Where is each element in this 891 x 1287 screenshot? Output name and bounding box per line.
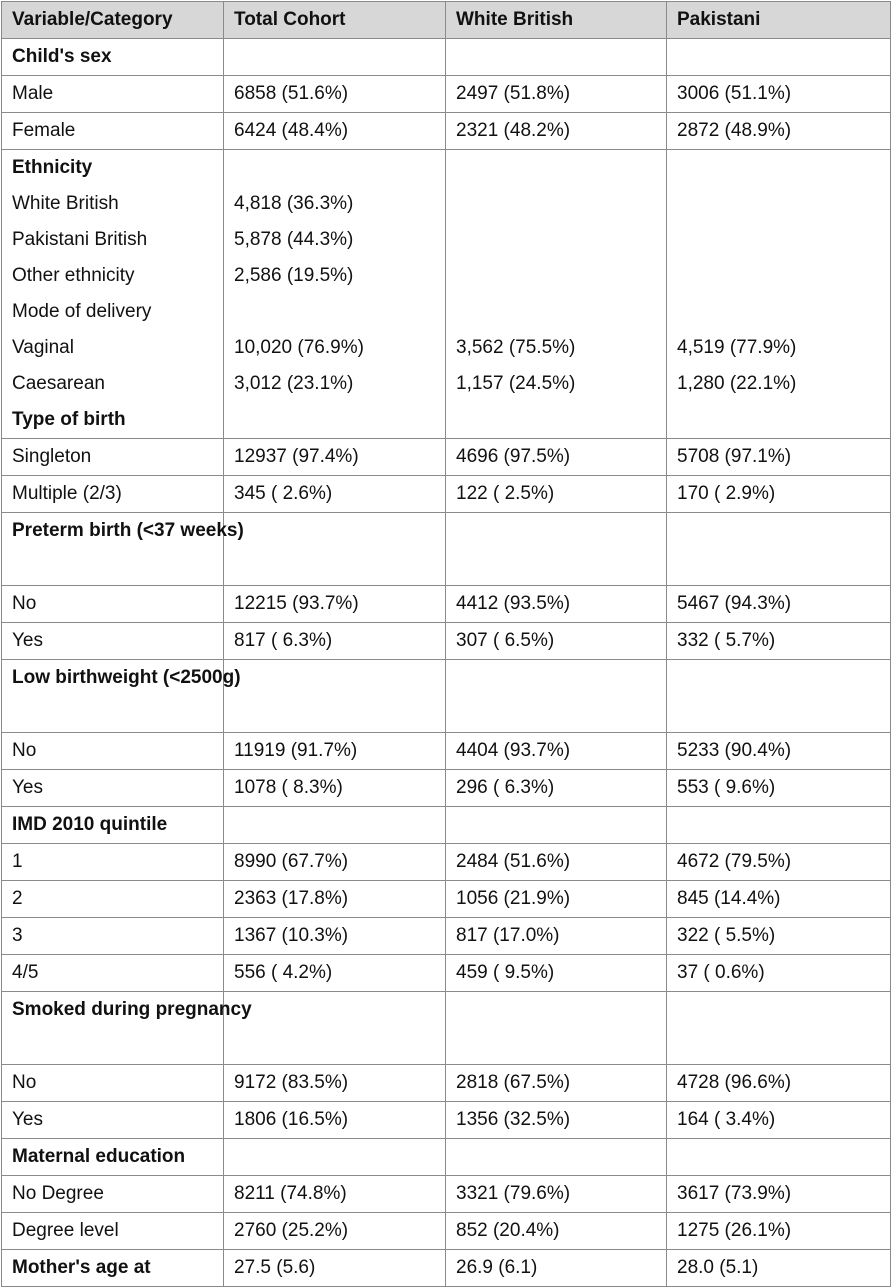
- cell-pakistani: [667, 402, 891, 439]
- cell-total: 345 ( 2.6%): [224, 476, 446, 513]
- cell-white-british: 1,157 (24.5%): [446, 366, 667, 402]
- cell-white-british: 852 (20.4%): [446, 1213, 667, 1250]
- table-row: [2, 918, 891, 955]
- cell-white-british: [446, 186, 667, 222]
- cell-total: 2760 (25.2%): [224, 1213, 446, 1250]
- cell-white-british: [446, 807, 667, 844]
- cell-white-british: 4696 (97.5%): [446, 439, 667, 476]
- cell-pakistani: [667, 186, 891, 222]
- cell-pakistani: [667, 1139, 891, 1176]
- table-row-category: [2, 807, 891, 844]
- category-label: Low birthweight (<2500g): [2, 660, 224, 733]
- category-label: Maternal education: [2, 1139, 224, 1176]
- cell-total: [224, 39, 446, 76]
- cell-pakistani: [667, 222, 891, 258]
- cell-pakistani: 3006 (51.1%): [667, 76, 891, 113]
- cell-white-british: [446, 1139, 667, 1176]
- cell-white-british: [446, 150, 667, 187]
- subcategory-label: White British: [2, 186, 224, 222]
- category-label: Preterm birth (<37 weeks): [2, 513, 224, 586]
- cell-pakistani: 5708 (97.1%): [667, 439, 891, 476]
- subcategory-label: Male: [2, 76, 224, 113]
- header-white-british: White British: [446, 2, 667, 39]
- table-row-category: [2, 660, 891, 733]
- cell-total: 2,586 (19.5%): [224, 258, 446, 294]
- table-row: [2, 1065, 891, 1102]
- cell-total: 6858 (51.6%): [224, 76, 446, 113]
- subcategory-label: No: [2, 586, 224, 623]
- table-header-row: [2, 2, 891, 39]
- subcategory-label: 1: [2, 844, 224, 881]
- cell-white-british: [446, 39, 667, 76]
- header-variable-category: Variable/Category: [2, 2, 224, 39]
- cell-white-british: 2484 (51.6%): [446, 844, 667, 881]
- cell-total: 5,878 (44.3%): [224, 222, 446, 258]
- cell-pakistani: [667, 513, 891, 586]
- subcategory-label: Female: [2, 113, 224, 150]
- cell-pakistani: [667, 258, 891, 294]
- table-row: [2, 1176, 891, 1213]
- cell-white-british: [446, 258, 667, 294]
- table-row-category: [2, 294, 891, 330]
- cell-total: 1367 (10.3%): [224, 918, 446, 955]
- cell-total: [224, 660, 446, 733]
- table-row: [2, 770, 891, 807]
- cell-white-british: 817 (17.0%): [446, 918, 667, 955]
- subcategory-label: Degree level: [2, 1213, 224, 1250]
- subcategory-label: Caesarean: [2, 366, 224, 402]
- cell-total: 1806 (16.5%): [224, 1102, 446, 1139]
- cell-pakistani: [667, 992, 891, 1065]
- table-row: [2, 586, 891, 623]
- cell-pakistani: 4728 (96.6%): [667, 1065, 891, 1102]
- cell-pakistani: [667, 150, 891, 187]
- cell-white-british: 3321 (79.6%): [446, 1176, 667, 1213]
- category-label: IMD 2010 quintile: [2, 807, 224, 844]
- cell-pakistani: 5467 (94.3%): [667, 586, 891, 623]
- cell-total: 3,012 (23.1%): [224, 366, 446, 402]
- cell-pakistani: 3617 (73.9%): [667, 1176, 891, 1213]
- category-label: Mother's age at: [2, 1250, 224, 1287]
- cell-white-british: 1356 (32.5%): [446, 1102, 667, 1139]
- cell-total: 1078 ( 8.3%): [224, 770, 446, 807]
- cell-white-british: 1056 (21.9%): [446, 881, 667, 918]
- cell-total: [224, 402, 446, 439]
- cell-total: 10,020 (76.9%): [224, 330, 446, 366]
- category-label: Smoked during pregnancy: [2, 992, 224, 1065]
- cell-pakistani: 1,280 (22.1%): [667, 366, 891, 402]
- table-row-category: [2, 992, 891, 1065]
- cell-pakistani: 170 ( 2.9%): [667, 476, 891, 513]
- cell-total: [224, 150, 446, 187]
- subcategory-label: Yes: [2, 623, 224, 660]
- subcategory-label: No: [2, 733, 224, 770]
- table-row-category: [2, 402, 891, 439]
- table-row-category: [2, 39, 891, 76]
- cell-white-british: 2497 (51.8%): [446, 76, 667, 113]
- table-row: [2, 1213, 891, 1250]
- cell-white-british: [446, 513, 667, 586]
- header-pakistani: Pakistani: [667, 2, 891, 39]
- table-row: [2, 330, 891, 366]
- cell-white-british: 2818 (67.5%): [446, 1065, 667, 1102]
- cell-total: [224, 294, 446, 330]
- cell-pakistani: 4672 (79.5%): [667, 844, 891, 881]
- cell-pakistani: 1275 (26.1%): [667, 1213, 891, 1250]
- cell-pakistani: 845 (14.4%): [667, 881, 891, 918]
- table-row-category: [2, 150, 891, 187]
- table-row: [2, 1102, 891, 1139]
- cell-pakistani: [667, 294, 891, 330]
- cell-white-british: [446, 294, 667, 330]
- cell-pakistani: [667, 807, 891, 844]
- cell-white-british: 3,562 (75.5%): [446, 330, 667, 366]
- table-row: [2, 186, 891, 222]
- category-label: Child's sex: [2, 39, 224, 76]
- cell-pakistani: [667, 39, 891, 76]
- cell-total: 12215 (93.7%): [224, 586, 446, 623]
- subcategory-label: 3: [2, 918, 224, 955]
- cell-total: 12937 (97.4%): [224, 439, 446, 476]
- table-row: [2, 476, 891, 513]
- cell-total: 9172 (83.5%): [224, 1065, 446, 1102]
- table-row: [2, 881, 891, 918]
- subcategory-label: No: [2, 1065, 224, 1102]
- table-row: [2, 258, 891, 294]
- subcategory-label: 2: [2, 881, 224, 918]
- cell-white-british: 296 ( 6.3%): [446, 770, 667, 807]
- cell-pakistani: 2872 (48.9%): [667, 113, 891, 150]
- cell-pakistani: 28.0 (5.1): [667, 1250, 891, 1287]
- cell-white-british: 26.9 (6.1): [446, 1250, 667, 1287]
- cell-total: [224, 513, 446, 586]
- cell-pakistani: [667, 660, 891, 733]
- table-row: [2, 623, 891, 660]
- category-label: Ethnicity: [2, 150, 224, 187]
- table-row: [2, 955, 891, 992]
- cell-total: 11919 (91.7%): [224, 733, 446, 770]
- cell-white-british: 459 ( 9.5%): [446, 955, 667, 992]
- cell-total: 556 ( 4.2%): [224, 955, 446, 992]
- cell-total: 6424 (48.4%): [224, 113, 446, 150]
- cell-total: 2363 (17.8%): [224, 881, 446, 918]
- subcategory-label: 4/5: [2, 955, 224, 992]
- table-row: [2, 222, 891, 258]
- table-row: [2, 76, 891, 113]
- cell-total: 27.5 (5.6): [224, 1250, 446, 1287]
- cell-total: 8211 (74.8%): [224, 1176, 446, 1213]
- cell-white-british: [446, 222, 667, 258]
- cell-pakistani: 5233 (90.4%): [667, 733, 891, 770]
- table-row: [2, 113, 891, 150]
- table-row: [2, 844, 891, 881]
- table-row-category: [2, 1139, 891, 1176]
- table-row-category: [2, 513, 891, 586]
- cell-total: [224, 1139, 446, 1176]
- cohort-characteristics-table: [1, 1, 891, 1287]
- cell-pakistani: 4,519 (77.9%): [667, 330, 891, 366]
- cell-total: 4,818 (36.3%): [224, 186, 446, 222]
- cell-total: 8990 (67.7%): [224, 844, 446, 881]
- cell-white-british: 4412 (93.5%): [446, 586, 667, 623]
- category-label: Type of birth: [2, 402, 224, 439]
- table-row: [2, 439, 891, 476]
- cell-total: 817 ( 6.3%): [224, 623, 446, 660]
- subcategory-label: Yes: [2, 1102, 224, 1139]
- subcategory-label: Pakistani British: [2, 222, 224, 258]
- header-total-cohort: Total Cohort: [224, 2, 446, 39]
- cell-white-british: 4404 (93.7%): [446, 733, 667, 770]
- cell-white-british: [446, 402, 667, 439]
- cell-white-british: [446, 660, 667, 733]
- cell-white-british: 2321 (48.2%): [446, 113, 667, 150]
- cell-pakistani: 332 ( 5.7%): [667, 623, 891, 660]
- cell-white-british: 122 ( 2.5%): [446, 476, 667, 513]
- table-row: [2, 366, 891, 402]
- cell-white-british: [446, 992, 667, 1065]
- cell-pakistani: 322 ( 5.5%): [667, 918, 891, 955]
- subcategory-label: Vaginal: [2, 330, 224, 366]
- cell-pakistani: 553 ( 9.6%): [667, 770, 891, 807]
- subcategory-label: No Degree: [2, 1176, 224, 1213]
- category-label: Mode of delivery: [2, 294, 224, 330]
- subcategory-label: Other ethnicity: [2, 258, 224, 294]
- cell-pakistani: 164 ( 3.4%): [667, 1102, 891, 1139]
- table-row: [2, 733, 891, 770]
- subcategory-label: Singleton: [2, 439, 224, 476]
- cell-pakistani: 37 ( 0.6%): [667, 955, 891, 992]
- subcategory-label: Yes: [2, 770, 224, 807]
- cell-white-british: 307 ( 6.5%): [446, 623, 667, 660]
- cell-total: [224, 807, 446, 844]
- subcategory-label: Multiple (2/3): [2, 476, 224, 513]
- cell-total: [224, 992, 446, 1065]
- table-row-category: [2, 1250, 891, 1287]
